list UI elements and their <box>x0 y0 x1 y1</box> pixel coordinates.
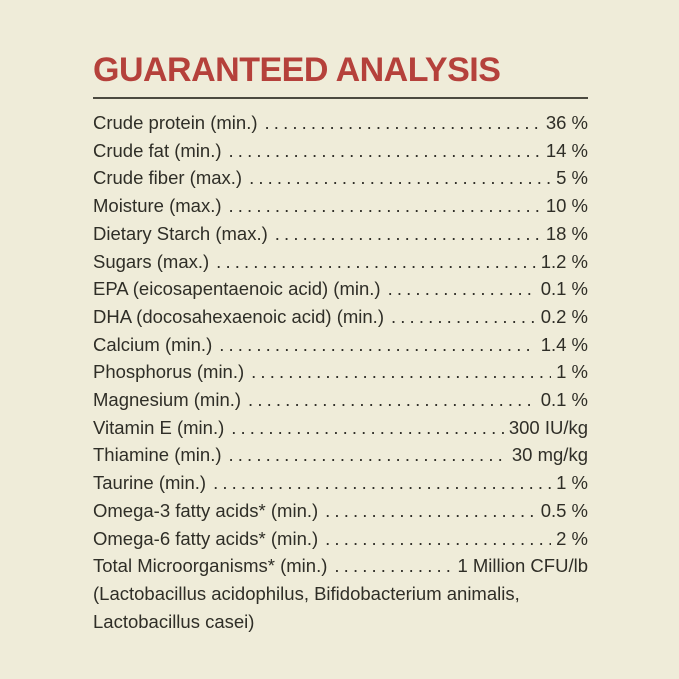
nutrient-value: 18 % <box>545 222 588 244</box>
nutrient-value: 0.2 % <box>540 305 588 327</box>
nutrient-value: 30 mg/kg <box>511 444 588 466</box>
dot-leader <box>229 192 541 220</box>
nutrient-value: 0.1 % <box>540 278 588 300</box>
title-divider <box>93 97 588 99</box>
analysis-row <box>93 358 588 386</box>
dot-leader <box>251 358 551 386</box>
dot-leader <box>216 248 536 276</box>
guaranteed-analysis-panel <box>93 0 588 635</box>
analysis-row <box>93 192 588 220</box>
nutrient-value: 36 % <box>545 112 588 133</box>
analysis-row <box>93 525 588 553</box>
dot-leader <box>248 386 536 414</box>
microorganisms-footnote-line-2: Lactobacillus casei) <box>93 610 255 632</box>
dot-leader <box>213 469 551 497</box>
nutrient-value: 1 Million CFU/lb <box>457 555 588 577</box>
analysis-row <box>93 164 588 192</box>
microorganisms-footnote-line-1: (Lactobacillus acidophilus, Bifidobacterium animalis, <box>93 582 520 604</box>
nutrient-label: Calcium (min.) <box>93 333 213 355</box>
analysis-row <box>93 109 588 137</box>
analysis-row <box>93 414 588 442</box>
nutrient-value: 14 % <box>545 139 588 161</box>
nutrient-label: Crude fiber (max.) <box>93 167 243 189</box>
dot-leader <box>229 137 541 165</box>
dot-leader <box>391 303 536 331</box>
nutrient-value: 1 % <box>556 472 588 494</box>
nutrient-value: 2 % <box>556 527 588 549</box>
analysis-row <box>93 552 588 580</box>
analysis-row <box>93 248 588 276</box>
page-title: GUARANTEED ANALYSIS <box>93 51 501 89</box>
nutrient-label: Omega-6 fatty acids* (min.) <box>93 527 319 549</box>
nutrient-value: 5 % <box>556 167 588 189</box>
dot-leader <box>231 414 504 442</box>
nutrient-label: DHA (docosahexaenoic acid) (min.) <box>93 305 384 327</box>
analysis-row <box>93 137 588 165</box>
analysis-row <box>93 441 588 469</box>
dot-leader <box>265 109 541 137</box>
nutrient-value: 1 % <box>556 361 588 383</box>
analysis-row <box>93 497 588 525</box>
analysis-row <box>93 386 588 414</box>
analysis-row <box>93 469 588 497</box>
nutrient-value: 1.2 % <box>540 250 588 272</box>
nutrient-label: Thiamine (min.) <box>93 444 222 466</box>
dot-leader <box>334 552 452 580</box>
nutrient-value: 300 IU/kg <box>508 416 588 438</box>
analysis-row <box>93 275 588 303</box>
nutrient-label: Sugars (max.) <box>93 250 210 272</box>
dot-leader <box>219 331 535 359</box>
nutrient-label: Magnesium (min.) <box>93 389 242 411</box>
dot-leader <box>388 275 536 303</box>
nutrient-label: Crude fat (min.) <box>93 139 222 161</box>
nutrient-label: EPA (eicosapentaenoic acid) (min.) <box>93 278 381 300</box>
dot-leader <box>275 220 541 248</box>
nutrient-label: Phosphorus (min.) <box>93 361 245 383</box>
nutrient-label: Crude protein (min.) <box>93 112 258 133</box>
nutrient-label: Total Microorganisms* (min.) <box>93 555 328 577</box>
nutrient-value: 10 % <box>545 195 588 217</box>
analysis-row <box>93 220 588 248</box>
analysis-row <box>93 303 588 331</box>
nutrient-label: Dietary Starch (max.) <box>93 222 268 244</box>
dot-leader <box>325 525 551 553</box>
analysis-row <box>93 331 588 359</box>
dot-leader <box>229 441 507 469</box>
nutrient-value: 0.1 % <box>540 389 588 411</box>
nutrient-label: Taurine (min.) <box>93 472 207 494</box>
nutrient-value: 0.5 % <box>540 499 588 521</box>
analysis-table <box>93 109 588 635</box>
dot-leader <box>249 164 551 192</box>
dot-leader <box>325 497 536 525</box>
nutrient-label: Moisture (max.) <box>93 195 222 217</box>
nutrient-label: Omega-3 fatty acids* (min.) <box>93 499 319 521</box>
nutrient-label: Vitamin E (min.) <box>93 416 225 438</box>
nutrient-value: 1.4 % <box>540 333 588 355</box>
